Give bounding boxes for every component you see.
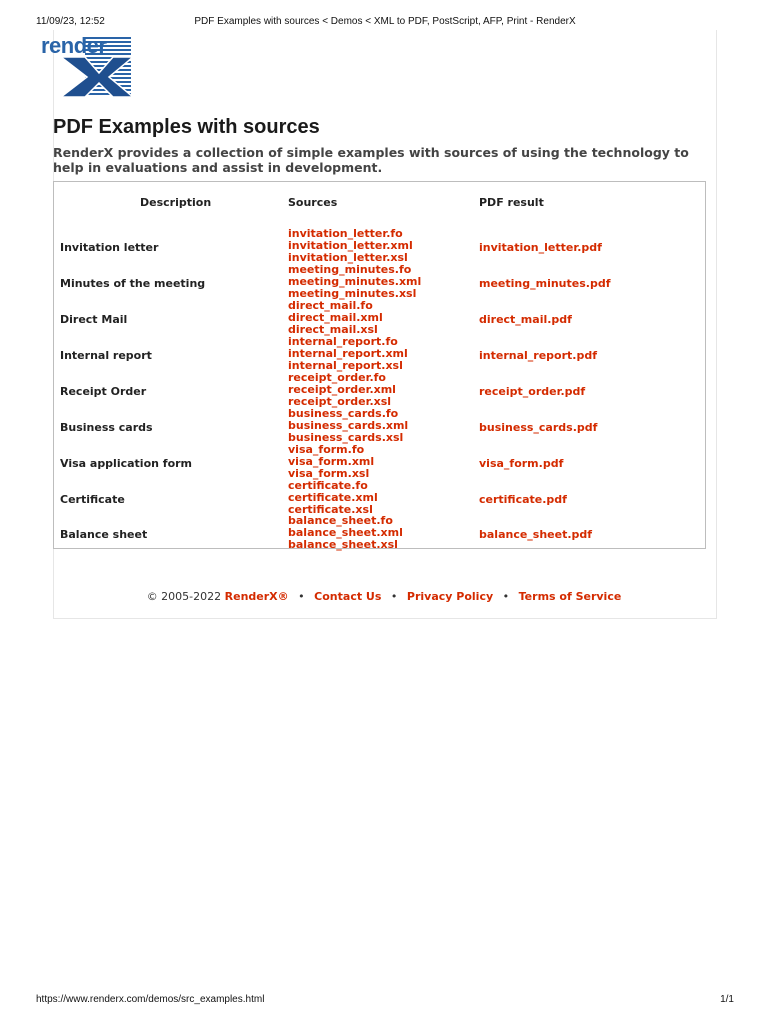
footer-separator: •: [298, 590, 305, 603]
row-sources: [288, 264, 421, 300]
footer-separator: •: [502, 590, 510, 603]
pdf-result-link[interactable]: invitation_letter.pdf: [479, 241, 602, 254]
pdf-result-link[interactable]: business_cards.pdf: [479, 421, 598, 434]
source-link-xsl[interactable]: invitation_letter.xsl: [288, 251, 408, 264]
pdf-result-link[interactable]: receipt_order.pdf: [479, 385, 586, 398]
row-description: Invitation letter: [60, 241, 159, 254]
table-row: [54, 408, 705, 444]
source-link-fo[interactable]: invitation_letter.fo: [288, 227, 403, 240]
source-link-fo[interactable]: internal_report.fo: [288, 335, 398, 348]
row-sources: [288, 480, 378, 516]
source-link-fo[interactable]: certificate.fo: [288, 479, 368, 492]
source-link-xml[interactable]: internal_report.xml: [288, 347, 408, 360]
pdf-result-link[interactable]: visa_form.pdf: [479, 457, 564, 470]
pdf-result-link[interactable]: direct_mail.pdf: [479, 313, 572, 326]
intro-text: RenderX provides a collection of simple examples with sources of using the technology to help in evaluations and assist in development.: [53, 145, 689, 175]
print-footer: [36, 994, 734, 1008]
row-description: Business cards: [60, 421, 153, 434]
source-link-xml[interactable]: balance_sheet.xml: [288, 526, 403, 539]
column-header-pdf: PDF result: [479, 196, 544, 209]
row-sources: [288, 228, 413, 264]
table-row: [54, 264, 705, 300]
footer-separator: •: [390, 590, 398, 603]
row-sources: [288, 444, 374, 480]
row-description: Minutes of the meeting: [60, 277, 206, 290]
page-title: PDF Examples with sources: [53, 116, 320, 138]
source-link-xsl[interactable]: balance_sheet.xsl: [288, 538, 398, 551]
row-description: Visa application form: [60, 457, 193, 470]
table-row: [54, 228, 705, 264]
table-row: [54, 515, 705, 551]
source-link-fo[interactable]: business_cards.fo: [288, 407, 399, 420]
source-link-xsl[interactable]: meeting_minutes.xsl: [288, 287, 417, 300]
source-link-fo[interactable]: visa_form.fo: [288, 443, 365, 456]
print-url: https://www.renderx.com/demos/src_examples.html: [36, 994, 265, 1005]
renderx-logo[interactable]: [41, 33, 137, 99]
table-row: [54, 336, 705, 372]
row-sources: [288, 336, 408, 372]
column-header-description: Description: [140, 196, 212, 209]
row-sources: [288, 300, 383, 336]
table-row: [54, 300, 705, 336]
row-sources: [288, 408, 408, 444]
source-link-fo[interactable]: direct_mail.fo: [288, 299, 373, 312]
table-row: [54, 444, 705, 480]
print-datetime: 11/09/23, 12:52: [36, 16, 105, 27]
source-link-xml[interactable]: visa_form.xml: [288, 455, 375, 468]
source-link-xml[interactable]: certificate.xml: [288, 491, 378, 504]
logo-wordmark: render: [41, 33, 107, 58]
row-description: Receipt Order: [60, 385, 147, 398]
print-page-title: PDF Examples with sources < Demos < XML to PDF, PostScript, AFP, Print - RenderX: [194, 16, 576, 27]
source-link-xml[interactable]: business_cards.xml: [288, 419, 409, 432]
source-link-fo[interactable]: meeting_minutes.fo: [288, 263, 412, 276]
print-page-number: 1/1: [720, 994, 734, 1005]
source-link-xml[interactable]: invitation_letter.xml: [288, 239, 413, 252]
pdf-result-link[interactable]: meeting_minutes.pdf: [479, 277, 611, 290]
privacy-policy-link[interactable]: Privacy Policy: [406, 590, 494, 603]
table-row: [54, 480, 705, 516]
source-link-xsl[interactable]: direct_mail.xsl: [288, 323, 378, 336]
site-footer: [0, 590, 768, 603]
source-link-xml[interactable]: direct_mail.xml: [288, 311, 383, 324]
copyright-text: © 2005-2022: [146, 590, 222, 603]
terms-of-service-link[interactable]: Terms of Service: [518, 590, 622, 603]
row-sources: [288, 372, 396, 408]
table-row: [54, 372, 705, 408]
source-link-xml[interactable]: receipt_order.xml: [288, 383, 396, 396]
examples-table: [53, 181, 706, 549]
row-description: Balance sheet: [60, 528, 148, 541]
source-link-xml[interactable]: meeting_minutes.xml: [288, 275, 422, 288]
pdf-result-link[interactable]: balance_sheet.pdf: [479, 528, 593, 541]
column-header-sources: Sources: [288, 196, 338, 209]
pdf-result-link[interactable]: certificate.pdf: [479, 493, 567, 506]
source-link-fo[interactable]: balance_sheet.fo: [288, 514, 393, 527]
source-link-xsl[interactable]: certificate.xsl: [288, 503, 373, 516]
pdf-result-link[interactable]: internal_report.pdf: [479, 349, 597, 362]
row-description: Direct Mail: [60, 313, 128, 326]
print-header: [36, 16, 734, 30]
renderx-link[interactable]: RenderX®: [224, 590, 289, 603]
row-description: Certificate: [60, 493, 125, 506]
source-link-xsl[interactable]: visa_form.xsl: [288, 467, 370, 480]
row-description: Internal report: [60, 349, 152, 362]
source-link-fo[interactable]: receipt_order.fo: [288, 371, 386, 384]
contact-us-link[interactable]: Contact Us: [314, 590, 382, 603]
source-link-xsl[interactable]: receipt_order.xsl: [288, 395, 392, 408]
source-link-xsl[interactable]: internal_report.xsl: [288, 359, 403, 372]
row-sources: [288, 515, 403, 551]
source-link-xsl[interactable]: business_cards.xsl: [288, 431, 404, 444]
